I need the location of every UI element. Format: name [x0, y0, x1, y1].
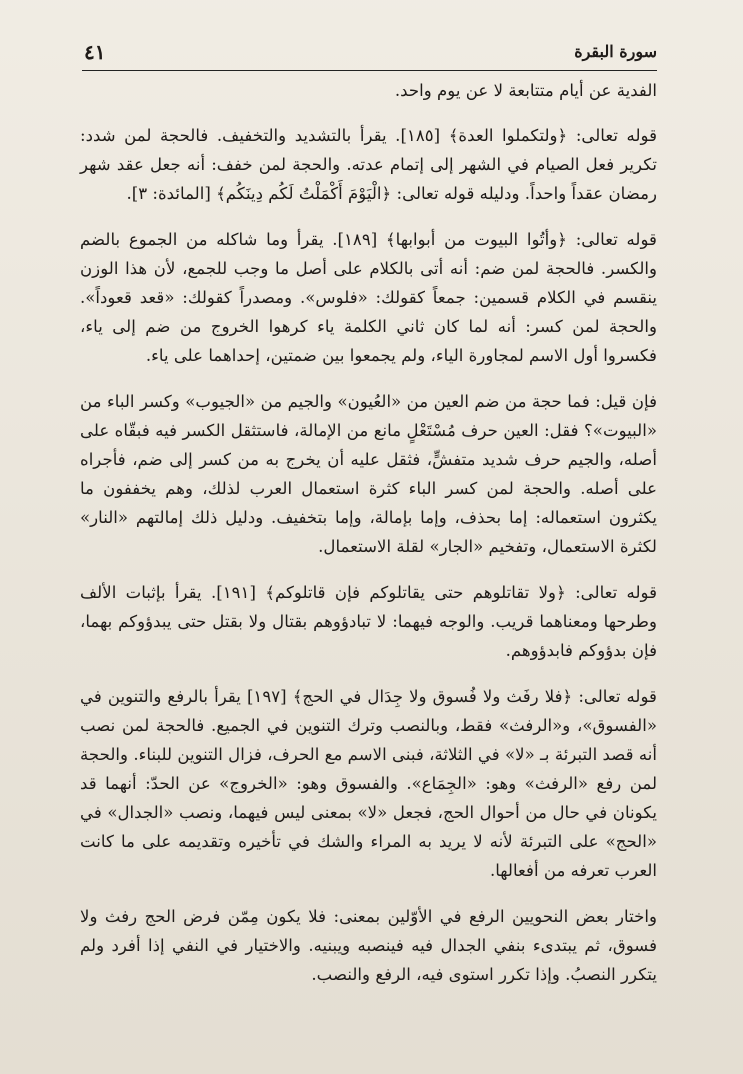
page-number: ٤١ — [84, 40, 106, 64]
paragraph: قوله تعالى: ﴿فلا رفَث ولا فُسوق ولا جِدَال في الحج﴾ [١٩٧] يقرأ بالرفع والتنوين في «الفسوق»، و«الرفث» فقط، وبالنصب وترك التنوين في الجميع. فالحجة لمن نصب أنه قصد التبرئة بـ «لا» في الثلاثة، فبنى الاسم مع الحرف، فزال التنوين للبناء. والحجة لمن رفع «الرفث» وهو: «الجِمَاع». والفسوق وهو: «الخروج» عن الحدّ: أنهما قد يكونان في حال من أحوال الحج، فجعل «لا» بمعنى ليس فيهما، ونصب «الجدال» في «الحج» على التبرئة لأنه لا يريد به المراء والشك في تأخيره وتقديمه على ما كانت العرب تعرفه من أفعالها. — [80, 687, 657, 880]
page-body — [80, 76, 657, 989]
paragraph: قوله تعالى: ﴿ولا تقاتلوهم حتى يقاتلوكم فإن قاتلوكم﴾ [١٩١]. يقرأ بإثبات الألف وطرحها ومعناهما قريب. والوجه فيهما: لا تبادؤوهم بقتال ولا بقتل حتى يبدؤوكم بهما، فإن بدؤوكم فابدؤوهم. — [80, 583, 657, 660]
page-header — [82, 38, 657, 71]
paragraph: فإن قيل: فما حجة من ضم العين من «العُيون» والجيم من «الجيوب» وكسر الباء من «البيوت»؟ فقل: العين حرف مُسْتَعْلٍ مانع من الإمالة، فاستثقل الكسر فيه فبقّاه على أصله، والجيم حرف شديد متفشٍّ، فثقل عليه أن يخرج به من كسر إلى ضم، فأجراه على أصله. والحجة لمن كسر الباء كثرة استعمال العرب لذلك، وهم يخففون ما يكثرون استعماله: إما بحذف، وإما بإمالة، وإما بتخفيف. ودليل ذلك إمالتهم «النار» لكثرة الاستعمال، وتفخيم «الجار» لقلة الاستعمال. — [80, 392, 657, 556]
paragraph: واختار بعض النحويين الرفع في الأوّلين بمعنى: فلا يكون مِمّن فرض الحج رفث ولا فسوق، ثم يبتدىء بنفي الجدال فيه فينصبه ويبنيه. والاختيار في النفي إذا أفرد ولم يتكرر النصبُ. وإذا تكرر استوى فيه، الرفع والنصب. — [80, 907, 657, 984]
paragraph: قوله تعالى: ﴿ولتكملوا العدة﴾ [١٨٥]. يقرأ بالتشديد والتخفيف. فالحجة لمن شدد: تكرير فعل الصيام في الشهر إلى إتمام عدته. والحجة لمن خفف: أنه جعل عقد شهر رمضان عقداً واحداً. ودليله قوله تعالى: ﴿الْيَوْمَ أَكْمَلْتُ لَكُم دِينَكُم﴾ [المائدة: ٣]. — [80, 126, 658, 203]
paragraph: قوله تعالى: ﴿وأتُوا البيوت من أبوابها﴾ [١٨٩]. يقرأ وما شاكله من الجموع بالضم والكسر. فالحجة لمن ضم: أنه أتى بالكلام على أصل ما وجب للجمع، لأن هذا الوزن ينقسم في الكلام قسمين: جمعاً كقولك: «فلوس». ومصدراً كقولك: «قعد قعوداً». والحجة لمن كسر: أنه لما كان ثاني الكلمة ياء كرهوا الخروج من ضم إلى ياء، فكسروا أول الاسم لمجاورة الياء، ولم يجمعوا بين ضمتين، إحداهما على ياء. — [80, 230, 657, 365]
paragraph: الفدية عن أيام متتابعة لا عن يوم واحد. — [394, 81, 657, 100]
surah-title: سورة البقرة — [574, 42, 657, 61]
